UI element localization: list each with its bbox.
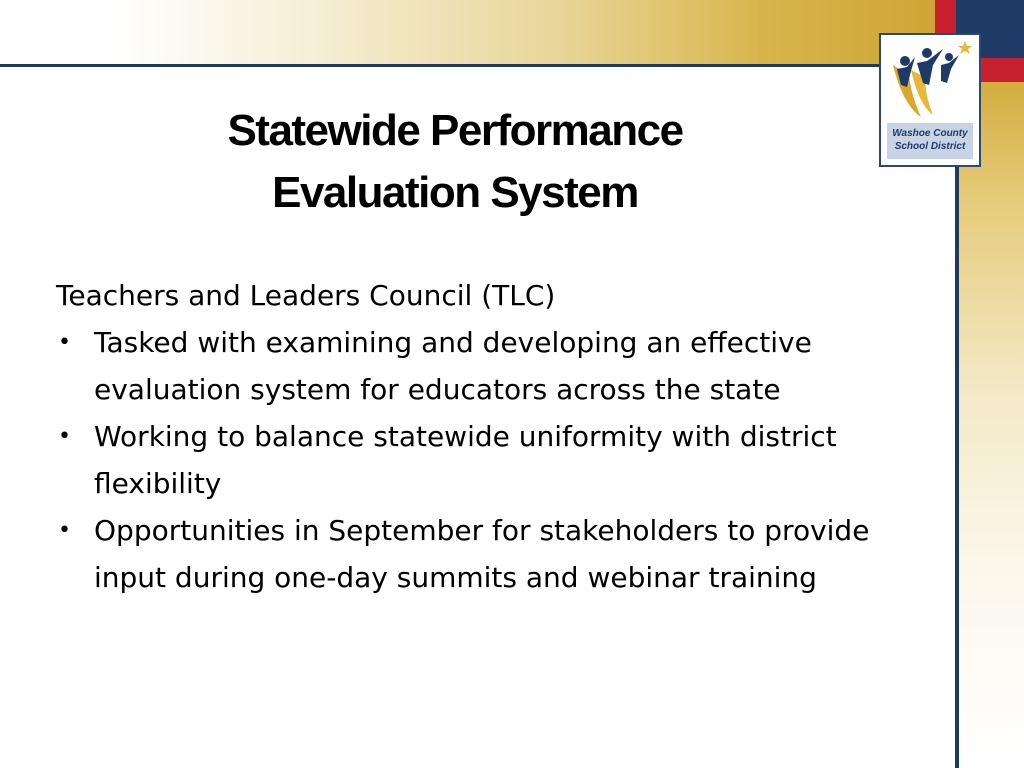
- title-line-2: Evaluation System: [272, 168, 638, 217]
- bullet-text: Opportunities in September for stakeholders to provide input during one-day summits and webinar training: [94, 514, 870, 594]
- top-divider-line: [0, 64, 958, 67]
- bullet-text: Working to balance statewide uniformity with district flexibility: [94, 420, 837, 500]
- intro-text: Teachers and Leaders Council (TLC): [56, 279, 556, 312]
- title-line-1: Statewide Performance: [227, 106, 683, 155]
- bullet-dot-icon: •: [58, 518, 71, 543]
- logo-figures-icon: [881, 35, 979, 125]
- right-divider-line: [955, 64, 959, 768]
- district-logo: [879, 33, 981, 167]
- bullet-dot-icon: •: [58, 330, 71, 355]
- slide-body: [56, 272, 936, 601]
- logo-text: [887, 123, 973, 159]
- bullet-item: [56, 507, 936, 601]
- slide-title: [140, 100, 770, 224]
- bullet-dot-icon: •: [58, 424, 71, 449]
- bullet-list: [56, 319, 936, 601]
- right-gold-band: [958, 82, 1024, 768]
- logo-line-1: Washoe County: [892, 128, 968, 139]
- bullet-text: Tasked with examining and developing an effective evaluation system for educators across the state: [94, 326, 812, 406]
- bullet-item: [56, 413, 936, 507]
- red-corner-block: [980, 58, 1024, 82]
- logo-line-2: School District: [894, 141, 966, 152]
- bullet-item: [56, 319, 936, 413]
- top-gradient-band: [0, 0, 935, 64]
